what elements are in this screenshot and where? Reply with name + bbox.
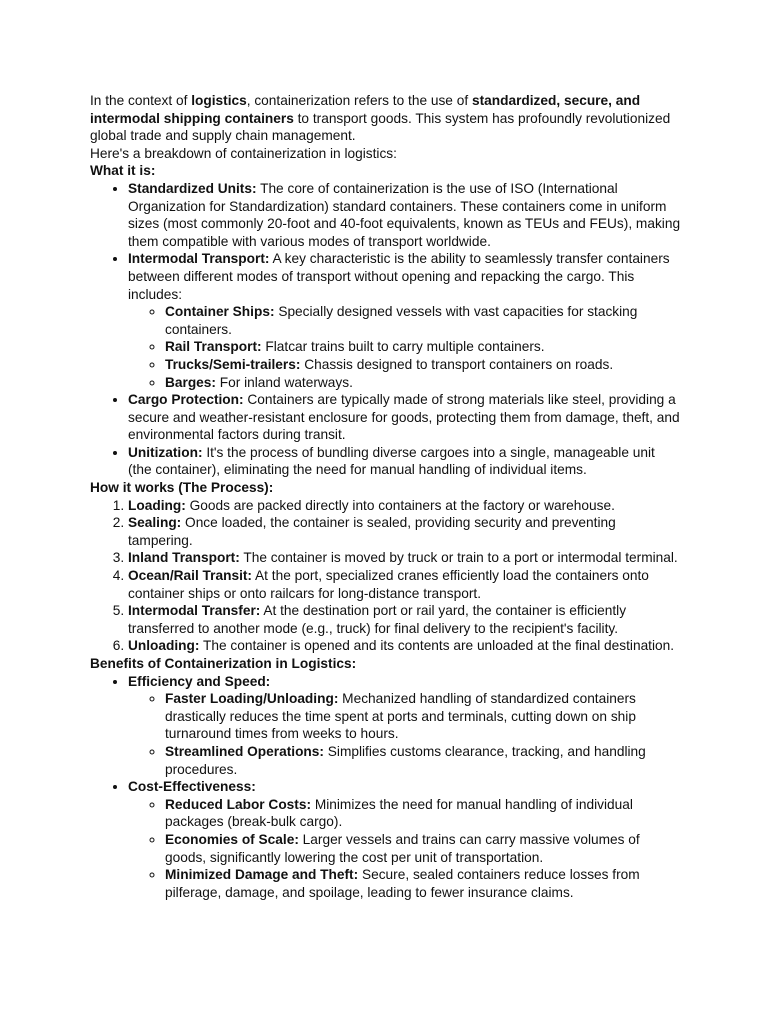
- list-item-term: Loading:: [128, 497, 186, 513]
- list-item-text: At the destination port or rail yard, the container is efficiently transferred to another mode (e.g., truck) for final delivery to the recipient's facility.: [128, 603, 627, 636]
- intro-text: , containerization refers to the use of: [246, 93, 472, 108]
- list-item-text: Simplifies customs clearance, tracking, and handling procedures.: [165, 743, 646, 777]
- intro-text: In the context of: [90, 93, 192, 108]
- what-it-is-list: [90, 180, 682, 479]
- process-step: [128, 497, 682, 515]
- sub-list-item: [165, 866, 682, 901]
- sub-list-item: [165, 303, 682, 338]
- list-item-text: The core of containerization is the use of ISO (International Organization for Standardization) standard containers. These containers come in uniform sizes (most commonly 20-foot and 40-foot equivalents, known as TEUs and FEUs), making them compatible with various modes of transport worldwide.: [128, 180, 681, 249]
- sub-list-item: [165, 338, 682, 356]
- list-item-term: Unitization:: [128, 444, 203, 460]
- list-item-text: Containers are typically made of strong materials like steel, providing a secure and weather-resistant enclosure for goods, protecting them from damage, theft, and environmental factors during transit.: [128, 392, 680, 443]
- benefit-group: [128, 673, 682, 779]
- benefit-sub-list: [128, 690, 682, 778]
- document-page: [90, 92, 682, 901]
- sub-list-item: [165, 374, 682, 392]
- list-item-text: The container is opened and its contents are unloaded at the final destination.: [199, 638, 675, 654]
- list-item-term: Trucks/Semi-trailers:: [165, 356, 301, 372]
- transport-modes-list: [128, 303, 682, 391]
- list-item-term: Ocean/Rail Transit:: [128, 568, 252, 584]
- intro-text: to transport goods. This system has profoundly revolutionized global trade and supply chain management.: [90, 110, 671, 144]
- list-item-term: Inland Transport:: [128, 550, 240, 566]
- section-heading-benefits: Benefits of Containerization in Logistics:: [90, 656, 357, 671]
- process-step: [128, 567, 682, 602]
- sub-list-item: [165, 831, 682, 866]
- benefit-group: [128, 778, 682, 901]
- process-step: [128, 602, 682, 637]
- list-item-term: Sealing:: [128, 515, 182, 531]
- list-item-term: Streamlined Operations:: [165, 743, 324, 759]
- list-item: [128, 250, 682, 391]
- process-steps-list: [90, 497, 682, 655]
- sub-list-item: [165, 690, 682, 743]
- list-item-term: Faster Loading/Unloading:: [165, 691, 339, 707]
- list-item-text: It's the process of bundling diverse cargoes into a single, manageable unit (the container), eliminating the need for manual handling of individual items.: [128, 444, 655, 478]
- list-item-text: Specially designed vessels with vast capacities for stacking containers.: [165, 304, 638, 337]
- list-item-term: Minimized Damage and Theft:: [165, 867, 359, 883]
- list-item-term: Intermodal Transfer:: [128, 603, 261, 619]
- list-item-term: Barges:: [165, 374, 216, 390]
- list-item-term: Container Ships:: [165, 304, 275, 320]
- list-item-text: Minimizes the need for manual handling of individual packages (break-bulk cargo).: [165, 796, 633, 830]
- benefit-sub-list: [128, 796, 682, 902]
- list-item-term: Rail Transport:: [165, 339, 262, 355]
- list-item-text: Goods are packed directly into containers at the factory or warehouse.: [185, 497, 615, 513]
- sub-list-item: [165, 356, 682, 374]
- process-step: [128, 637, 682, 655]
- benefits-list: [90, 673, 682, 902]
- process-step: [128, 514, 682, 549]
- list-item-text: Secure, sealed containers reduce losses from pilferage, damage, and spoilage, leading to fewer insurance claims.: [165, 867, 640, 900]
- list-item-term: Intermodal Transport:: [128, 251, 270, 267]
- intro-paragraph: [90, 92, 682, 145]
- list-item-text: Flatcar trains built to carry multiple containers.: [261, 339, 545, 355]
- list-item-text: Mechanized handling of standardized containers drastically reduces the time spent at ports and terminals, cutting down on ship turnaround times from weeks to hours.: [165, 691, 636, 742]
- list-item-text: Once loaded, the container is sealed, providing security and preventing tampering.: [128, 515, 616, 548]
- section-heading-what-it-is: What it is:: [90, 163, 156, 179]
- list-item: [128, 444, 682, 479]
- sub-list-item: [165, 743, 682, 778]
- benefit-group-title: Efficiency and Speed:: [128, 673, 271, 689]
- list-item: [128, 180, 682, 250]
- list-item-text: Chassis designed to transport containers on roads.: [300, 356, 614, 372]
- list-item-text: The container is moved by truck or train to a port or intermodal terminal.: [239, 550, 678, 566]
- list-item-text: Larger vessels and trains can carry massive volumes of goods, significantly lowering the cost per unit of transportation.: [165, 831, 640, 865]
- list-item-text: At the port, specialized cranes efficiently load the containers onto container ships or onto railcars for long-distance transport.: [128, 568, 649, 601]
- list-item-term: Standardized Units:: [128, 180, 257, 196]
- process-step: [128, 549, 682, 567]
- list-item-text: A key characteristic is the ability to seamlessly transfer containers between different modes of transport without opening and repacking the cargo. This includes:: [128, 251, 670, 302]
- intro-bold-term: standardized, secure, and intermodal shipping containers: [90, 93, 641, 126]
- list-item-term: Cargo Protection:: [128, 392, 244, 408]
- list-item: [128, 391, 682, 444]
- list-item-text: For inland waterways.: [215, 374, 353, 390]
- intro-bold-term: logistics: [191, 93, 247, 108]
- list-item-term: Unloading:: [128, 638, 200, 654]
- benefit-group-title: Cost-Effectiveness:: [128, 779, 256, 795]
- list-item-term: Reduced Labor Costs:: [165, 796, 312, 812]
- breakdown-line: Here's a breakdown of containerization in logistics:: [90, 145, 397, 161]
- list-item-term: Economies of Scale:: [165, 831, 299, 847]
- section-heading-how-it-works: How it works (The Process):: [90, 480, 274, 496]
- sub-list-item: [165, 796, 682, 831]
